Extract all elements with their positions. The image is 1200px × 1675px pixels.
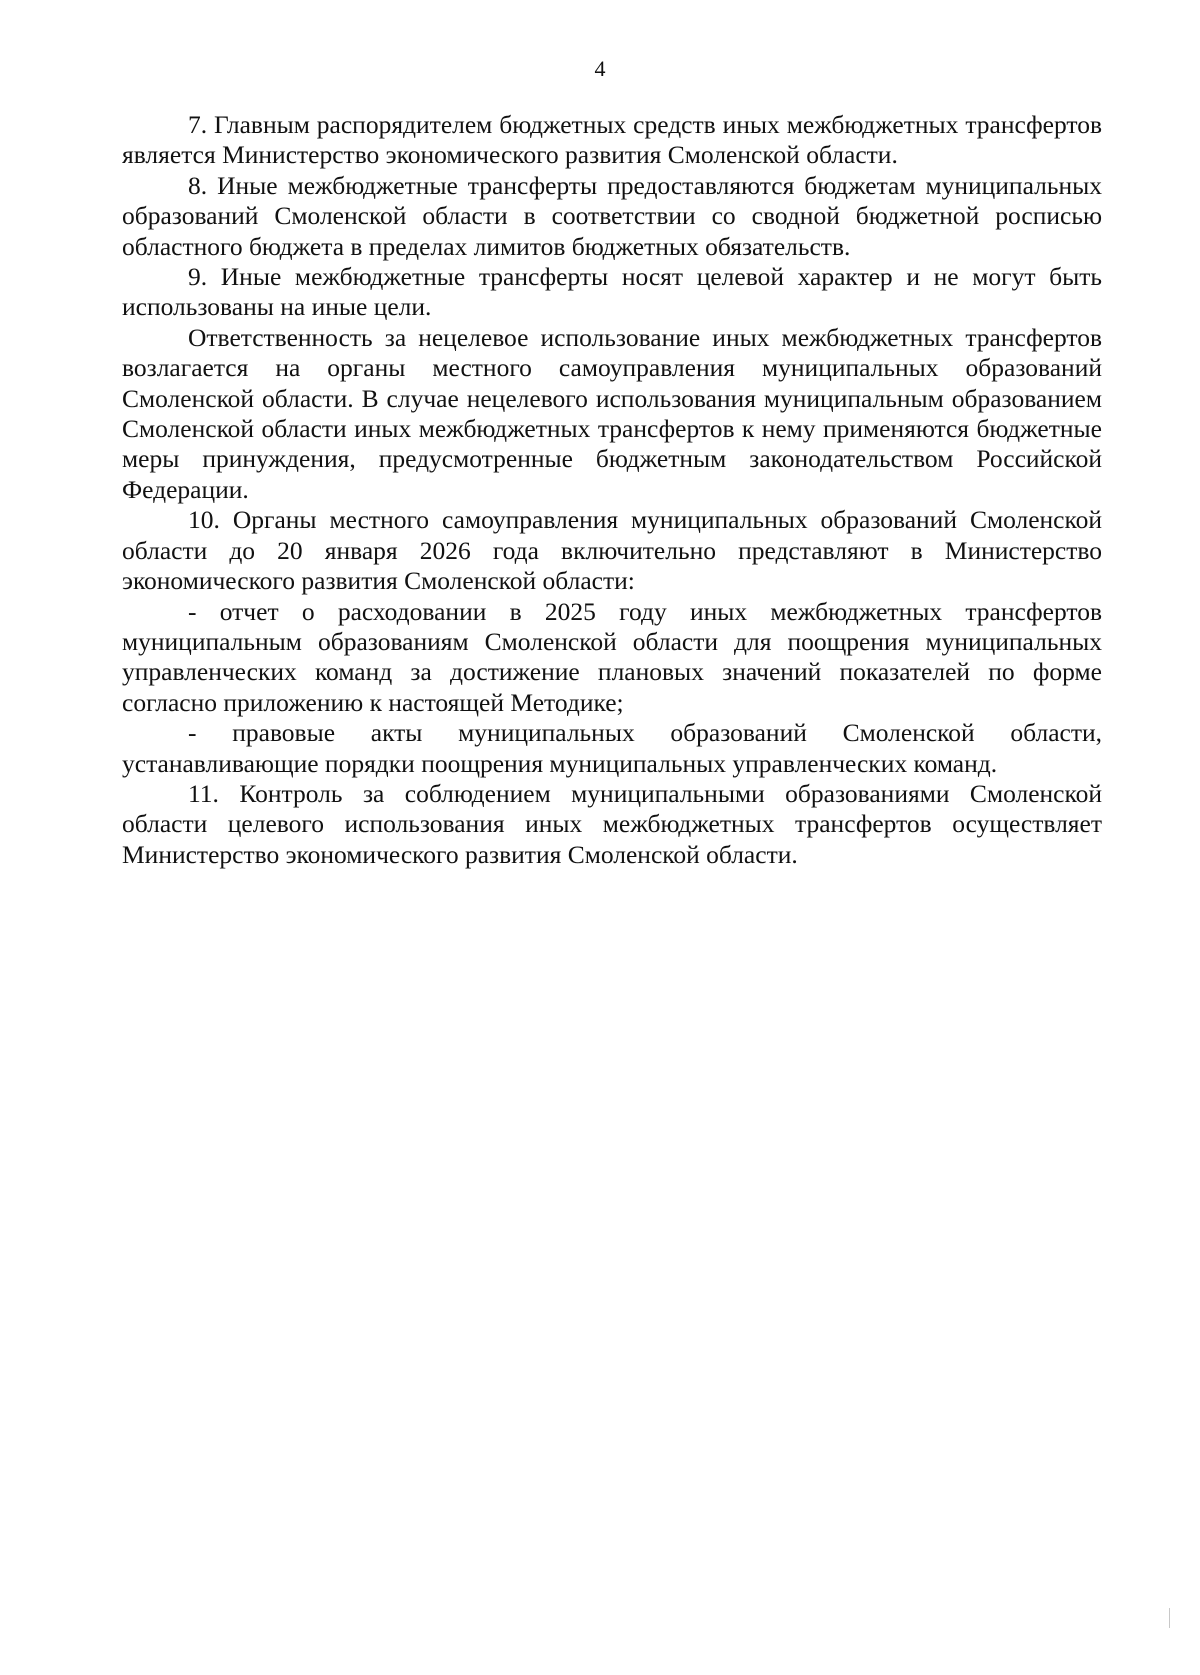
- document-body: [122, 110, 1102, 870]
- paragraph-8: 8. Иные межбюджетные трансферты предоставляются бюджетам муниципальных образований Смоленской области в соответствии со сводной бюджетной росписью областного бюджета в пределах лимитов бюджетных обязательств.: [122, 170, 1102, 261]
- scan-mark: [1169, 1608, 1170, 1628]
- list-item-legal-acts: - правовые акты муниципальных образований Смоленской области, устанавливающие порядки поощрения муниципальных управленческих команд.: [122, 718, 1102, 778]
- page-number: 4: [594, 56, 606, 81]
- paragraph-10: 10. Органы местного самоуправления муниципальных образований Смоленской области до 20 января 2026 года включительно представляют в Министерство экономического развития Смоленской области:: [122, 505, 1102, 596]
- paragraph-11: 11. Контроль за соблюдением муниципальными образованиями Смоленской области целевого использования иных межбюджетных трансфертов осуществляет Министерство экономического развития Смоленской области.: [122, 778, 1102, 869]
- paragraph-responsibility: Ответственность за нецелевое использование иных межбюджетных трансфертов возлагается на органы местного самоуправления муниципальных образований Смоленской области. В случае нецелевого использования муниципальным образованием Смоленской области иных межбюджетных трансфертов к нему применяются бюджетные меры принуждения, предусмотренные бюджетным законодательством Российской Федерации.: [122, 322, 1102, 504]
- paragraph-9: 9. Иные межбюджетные трансферты носят целевой характер и не могут быть использованы на иные цели.: [122, 262, 1102, 322]
- list-item-report: - отчет о расходовании в 2025 году иных межбюджетных трансфертов муниципальным образованиям Смоленской области для поощрения муниципальных управленческих команд за достижение плановых значений показателей по форме согласно приложению к настоящей Методике;: [122, 596, 1102, 717]
- paragraph-7: 7. Главным распорядителем бюджетных средств иных межбюджетных трансфертов является Министерство экономического развития Смоленской области.: [122, 110, 1102, 170]
